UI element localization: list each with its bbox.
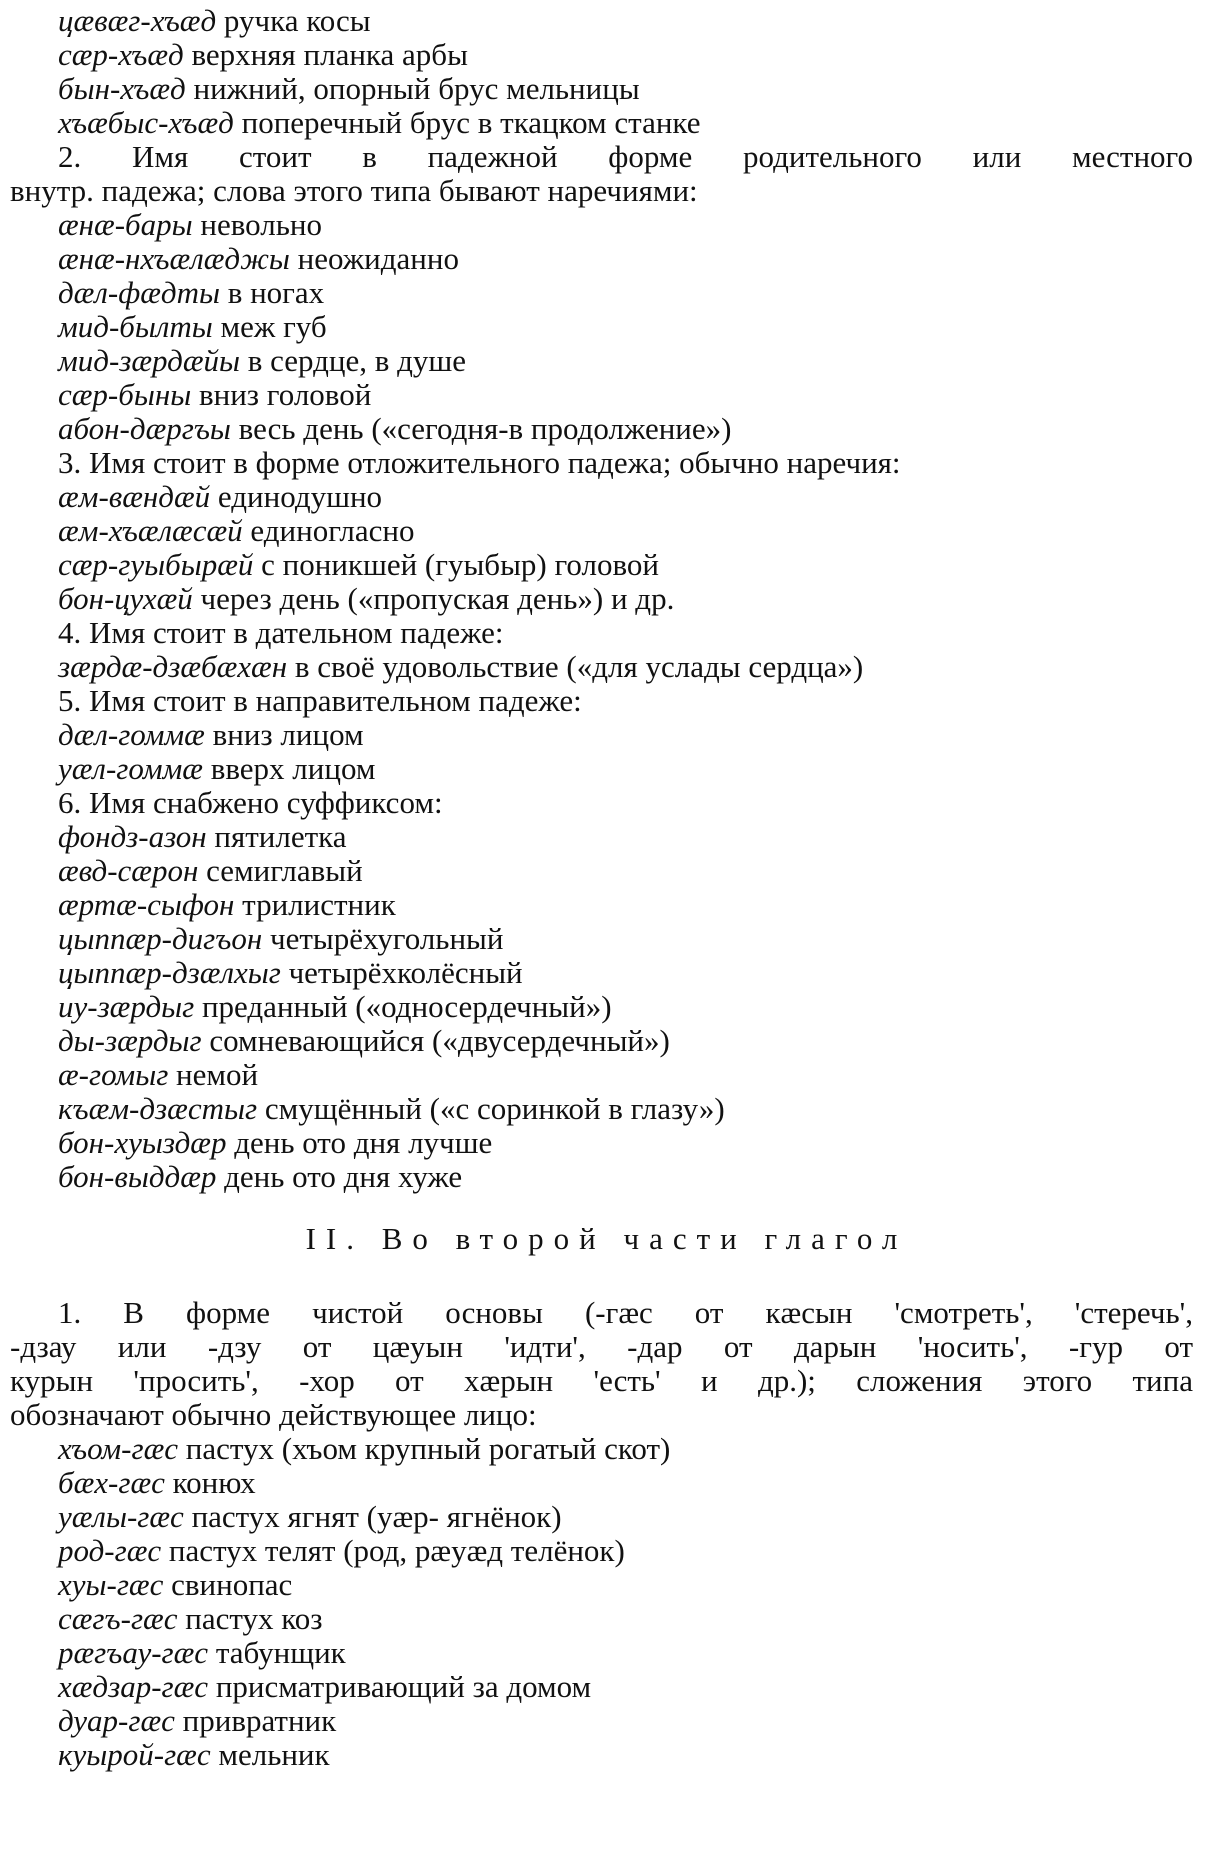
ossetian-term: бын-хъæд	[58, 71, 186, 106]
ossetian-term: абон-дæргъы	[58, 411, 231, 446]
line-text: ручка косы	[216, 3, 371, 38]
example-entry	[0, 208, 1213, 242]
line-text: меж губ	[212, 309, 327, 344]
line-text: единогласно	[242, 513, 415, 548]
example-entry	[0, 276, 1213, 310]
line-text: через день («пропуская день») и др.	[192, 581, 675, 616]
line-text: в ногах	[219, 275, 325, 310]
line-text: свинопас	[163, 1567, 293, 1602]
line-text: 4. Имя стоит в дательном падеже:	[58, 615, 504, 650]
ossetian-term: цыппæр-дзæлхыг	[58, 955, 281, 990]
example-entry	[0, 1568, 1213, 1602]
example-entry	[0, 718, 1213, 752]
example-entry	[0, 990, 1213, 1024]
line-text: единодушно	[210, 479, 383, 514]
example-entry	[0, 72, 1213, 106]
line-text: пастух телят (род, рæуæд телёнок)	[161, 1533, 625, 1568]
ossetian-term: дæл-гоммæ	[58, 717, 205, 752]
example-entry	[0, 752, 1213, 786]
text-line	[0, 140, 1213, 174]
text-line	[0, 684, 1213, 718]
ossetian-term: ды-зæрдыг	[58, 1023, 202, 1058]
ossetian-term: къæм-дзæстыг	[58, 1091, 258, 1126]
line-text: сомневающийся («двусердечный»)	[201, 1023, 670, 1058]
ossetian-term: иу-зæрдыг	[58, 989, 195, 1024]
line-text: внутр. падежа; слова этого типа бывают наречиями:	[10, 173, 698, 208]
example-entry	[0, 1534, 1213, 1568]
example-entry	[0, 1670, 1213, 1704]
ossetian-term: бон-хуыздæр	[58, 1125, 227, 1160]
example-entry	[0, 242, 1213, 276]
line-text: нижний, опорный брус мельницы	[185, 71, 640, 106]
line-text: весь день («сегодня-в продолжение»)	[230, 411, 732, 446]
line-text: смущённый («с соринкой в глазу»)	[257, 1091, 725, 1126]
example-entry	[0, 106, 1213, 140]
ossetian-term: сæр-гуыбырæй	[58, 547, 254, 582]
line-text: -дзау или -дзу от цæуын 'идти', -дар от дарын 'носить', -гур от	[10, 1329, 1193, 1364]
example-entry	[0, 1024, 1213, 1058]
ossetian-term: цыппæр-дигъон	[58, 921, 263, 956]
line-text: 5. Имя стоит в направительном падеже:	[58, 683, 582, 718]
line-text: невольно	[192, 207, 322, 242]
line-text: привратник	[174, 1703, 337, 1738]
text-line	[0, 1296, 1213, 1330]
ossetian-term: уæл-гоммæ	[58, 751, 203, 786]
line-text: преданный («односердечный»)	[194, 989, 612, 1024]
example-entry	[0, 310, 1213, 344]
line-text: обозначают обычно действующее лицо:	[10, 1397, 537, 1432]
ossetian-term: бон-цухæй	[58, 581, 193, 616]
example-entry	[0, 548, 1213, 582]
text-line	[0, 1330, 1213, 1364]
line-text: 6. Имя снабжено суффиксом:	[58, 785, 443, 820]
text-line	[0, 174, 1213, 208]
ossetian-term: хуы-гæс	[58, 1567, 164, 1602]
example-entry	[0, 514, 1213, 548]
ossetian-term: æнæ-нхъæлæджы	[58, 241, 290, 276]
ossetian-term: фондз-азон	[58, 819, 207, 854]
example-entry	[0, 1636, 1213, 1670]
line-text: 3. Имя стоит в форме отложительного падежа; обычно наречия:	[58, 445, 901, 480]
line-text: поперечный брус в ткацком станке	[233, 105, 701, 140]
example-entry	[0, 650, 1213, 684]
ossetian-term: сæр-быны	[58, 377, 192, 412]
line-text: табунщик	[208, 1635, 346, 1670]
example-entry	[0, 1058, 1213, 1092]
line-text: немой	[168, 1057, 259, 1092]
ossetian-term: хæдзар-гæс	[58, 1669, 209, 1704]
example-entry	[0, 956, 1213, 990]
example-entry	[0, 854, 1213, 888]
ossetian-term: уæлы-гæс	[58, 1499, 184, 1534]
line-text: пастух ягнят (уæр- ягнёнок)	[183, 1499, 562, 1534]
ossetian-term: æвд-сæрон	[58, 853, 199, 888]
example-entry	[0, 1432, 1213, 1466]
example-entry	[0, 1092, 1213, 1126]
ossetian-term: дæл-фæдты	[58, 275, 220, 310]
text-line	[0, 616, 1213, 650]
ossetian-term: сæр-хъæд	[58, 37, 184, 72]
ossetian-term: мид-зæрдæйы	[58, 343, 241, 378]
ossetian-term: род-гæс	[58, 1533, 162, 1568]
example-entry	[0, 4, 1213, 38]
line-text: вверх лицом	[202, 751, 376, 786]
example-entry	[0, 38, 1213, 72]
example-entry	[0, 820, 1213, 854]
ossetian-term: æм-хъæлæсæй	[58, 513, 243, 548]
example-entry	[0, 922, 1213, 956]
line-text: семиглавый	[198, 853, 363, 888]
ossetian-term: мид-былты	[58, 309, 213, 344]
line-text: верхняя планка арбы	[183, 37, 468, 72]
example-entry	[0, 582, 1213, 616]
line-text: неожиданно	[289, 241, 459, 276]
line-text: вниз головой	[191, 377, 372, 412]
example-entry	[0, 1466, 1213, 1500]
example-entry	[0, 1160, 1213, 1194]
example-entry	[0, 1602, 1213, 1636]
text-line	[0, 446, 1213, 480]
line-text: с поникшей (гуыбыр) головой	[253, 547, 659, 582]
example-entry	[0, 888, 1213, 922]
line-text: конюх	[164, 1465, 256, 1500]
ossetian-term: дуар-гæс	[58, 1703, 175, 1738]
ossetian-term: бæх-гæс	[58, 1465, 165, 1500]
ossetian-term: цæвæг-хъæд	[58, 3, 217, 38]
ossetian-term: æ-гомыг	[58, 1057, 169, 1092]
line-text: четырёхколёсный	[280, 955, 523, 990]
section-heading	[0, 1222, 1213, 1256]
example-entry	[0, 480, 1213, 514]
example-entry	[0, 1738, 1213, 1772]
line-text: 2. Имя стоит в падежной форме родительного или местного	[58, 139, 1193, 174]
line-text: день ото дня лучше	[226, 1125, 493, 1160]
line-text: вниз лицом	[204, 717, 364, 752]
line-text: в своё удовольствие («для услады сердца»)	[287, 649, 864, 684]
ossetian-term: зæрдæ-дзæбæхæн	[58, 649, 288, 684]
example-entry	[0, 378, 1213, 412]
example-entry	[0, 412, 1213, 446]
example-entry	[0, 1126, 1213, 1160]
ossetian-term: бон-выддæр	[58, 1159, 217, 1194]
line-text: в сердце, в душе	[240, 343, 467, 378]
line-text: пятилетка	[206, 819, 347, 854]
line-text: 1. В форме чистой основы (-гæс от кæсын 'смотреть', 'стеречь',	[58, 1295, 1193, 1330]
line-text: пастух (хъом крупный рогатый скот)	[178, 1431, 671, 1466]
ossetian-term: сæгъ-гæс	[58, 1601, 178, 1636]
line-text: курын 'просить', -хор от хæрын 'есть' и др.); сложения этого типа	[10, 1363, 1193, 1398]
line-text: присматривающий за домом	[208, 1669, 592, 1704]
example-entry	[0, 1500, 1213, 1534]
line-text: день ото дня хуже	[216, 1159, 463, 1194]
text-line	[0, 1398, 1213, 1432]
line-text: трилистник	[234, 887, 396, 922]
ossetian-term: куырой-гæс	[58, 1737, 211, 1772]
line-text: мельник	[210, 1737, 330, 1772]
line-text: четырёхугольный	[262, 921, 504, 956]
ossetian-term: æнæ-бары	[58, 207, 193, 242]
ossetian-term: æм-вæндæй	[58, 479, 211, 514]
line-text: пастух коз	[177, 1601, 323, 1636]
text-line	[0, 1364, 1213, 1398]
text-line	[0, 786, 1213, 820]
ossetian-term: рæгъау-гæс	[58, 1635, 209, 1670]
line-text: II. Во второй части глагол	[305, 1221, 908, 1256]
ossetian-term: хъом-гæс	[58, 1431, 179, 1466]
ossetian-term: хъæбыс-хъæд	[58, 105, 234, 140]
example-entry	[0, 1704, 1213, 1738]
example-entry	[0, 344, 1213, 378]
ossetian-term: æртæ-сыфон	[58, 887, 235, 922]
